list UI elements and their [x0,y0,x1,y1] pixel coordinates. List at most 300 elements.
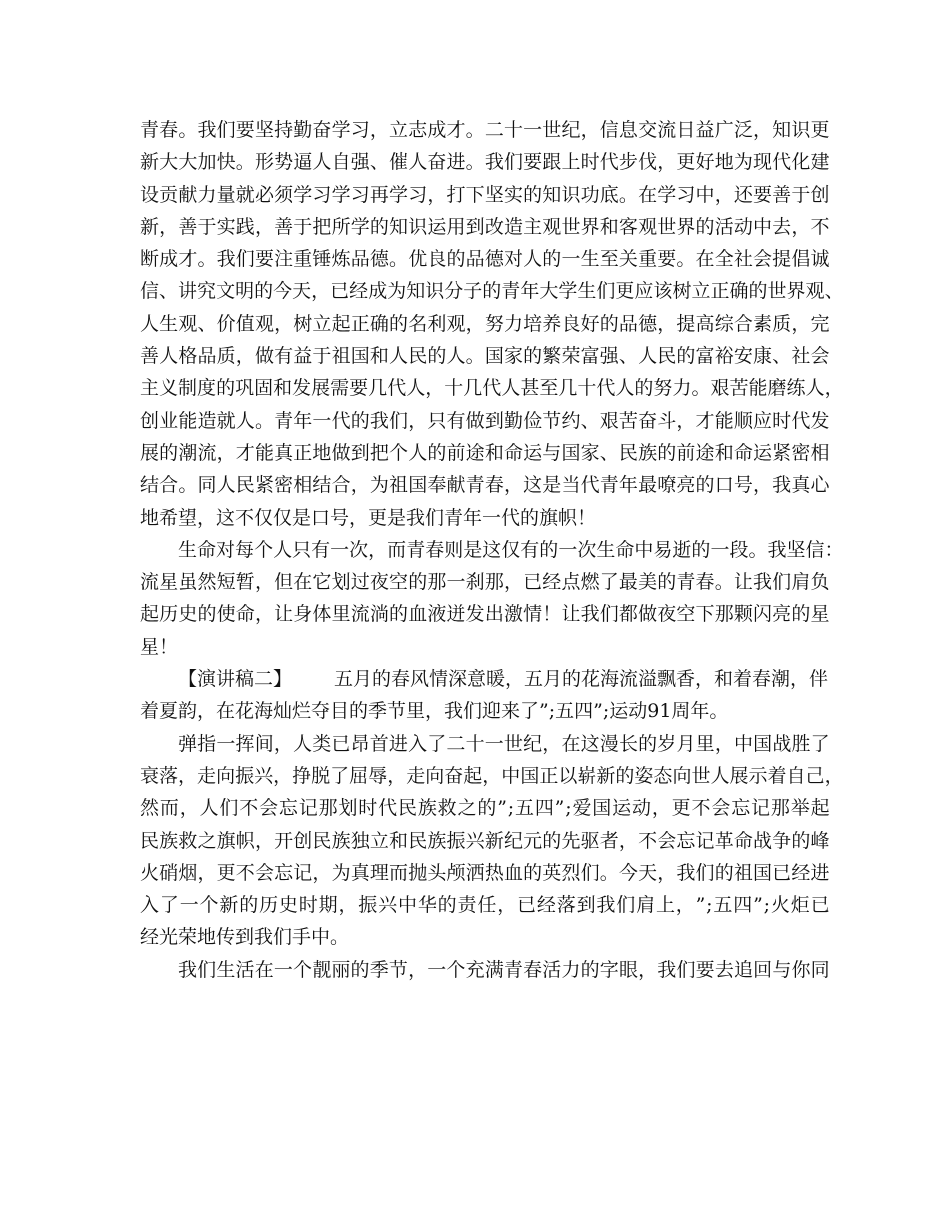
glyph: ， [497,894,517,917]
glyph: 格 [178,345,198,368]
glyph: 史 [178,603,198,626]
glyph: 真 [350,861,370,884]
glyph: 已 [772,861,792,884]
text-line [140,825,830,857]
glyph: 青 [465,474,485,497]
glyph: ， [338,894,358,917]
glyph: 短 [216,571,236,594]
glyph: 年 [618,474,638,497]
section-heading: 【演讲稿二】 [178,668,293,691]
glyph: 艰 [599,409,619,432]
glyph: ; [706,894,713,917]
text-line [140,469,830,501]
glyph: 华 [417,894,437,917]
glyph: 品 [350,248,370,271]
glyph: 倡 [791,248,811,271]
glyph: 约 [561,409,581,432]
text-line [140,275,844,307]
glyph: 学 [389,183,409,206]
glyph: 去 [714,958,734,981]
glyph: 人 [199,797,219,820]
glyph: 救 [178,829,198,852]
glyph: ， [254,829,274,852]
glyph: 起 [810,797,830,820]
glyph: 天 [638,861,658,884]
glyph: 要 [657,248,677,271]
glyph: 品 [197,345,217,368]
glyph: 们 [197,958,217,981]
glyph: 的 [691,538,711,561]
glyph: 。 [197,248,217,271]
glyph: ， [273,764,293,787]
glyph: 学 [558,280,578,303]
glyph: 能 [748,377,768,400]
glyph: 划 [331,571,351,594]
glyph: 天 [292,280,312,303]
glyph: 、 [599,441,619,464]
glyph: 里 [695,732,715,755]
glyph: 向 [672,764,692,787]
glyph: 奉 [427,474,447,497]
paragraph-start-line [140,534,844,566]
glyph: 过 [350,571,370,594]
glyph: ， [254,603,274,626]
glyph: 战 [753,829,773,852]
glyph: 至 [599,248,619,271]
glyph: 、 [772,345,792,368]
glyph: 救 [437,797,457,820]
glyph: 代 [331,409,351,432]
glyph: 回 [753,958,773,981]
glyph: 新 [140,215,160,238]
glyph: 已 [331,732,351,755]
glyph: 富 [580,345,600,368]
glyph: 而 [159,797,179,820]
glyph: 相 [810,441,830,464]
glyph: 空 [389,571,409,594]
glyph: 的 [695,474,715,497]
glyph: 炬 [790,894,810,917]
glyph: 设 [140,183,160,206]
glyph: 几 [368,377,388,400]
glyph: 暂 [235,571,255,594]
glyph: 把 [312,215,332,238]
glyph: 观 [542,215,562,238]
glyph: 磨 [767,377,787,400]
glyph: 会 [711,797,731,820]
glyph: 。 [599,861,619,884]
glyph: 到 [576,894,596,917]
glyph: 知 [406,280,426,303]
glyph: 振 [446,829,466,852]
glyph: 大 [539,280,559,303]
text-line [140,598,830,630]
glyph: 了 [599,571,619,594]
glyph: 的 [748,280,768,303]
glyph: 之 [197,829,217,852]
line-text: 着夏韵，在花海灿烂夺目的季节里，我们迎来了”;五四”;运动91周年。 [140,700,729,723]
glyph: 做 [331,441,351,464]
glyph: 纪 [503,829,523,852]
glyph: 习 [312,183,332,206]
glyph: 满 [484,958,504,981]
glyph: 节 [388,958,408,981]
glyph: 都 [618,603,638,626]
glyph: 观 [638,215,658,238]
glyph: 途 [465,441,485,464]
glyph: 善 [178,215,198,238]
glyph: 元 [523,829,543,852]
glyph: 的 [159,441,179,464]
glyph: 观 [178,312,198,335]
glyph: 那 [318,797,338,820]
glyph: 春 [695,571,715,594]
glyph: 度 [197,377,217,400]
paragraph-start-line [140,728,830,760]
glyph: 血 [408,603,428,626]
glyph: 价 [216,312,236,335]
glyph: 正 [293,441,313,464]
glyph: 努 [653,377,673,400]
glyph: 的 [523,345,543,368]
glyph: 春 [484,474,504,497]
glyph: 到 [465,215,485,238]
glyph: 的 [446,248,466,271]
glyph: 丽 [331,958,351,981]
glyph: 姿 [634,764,654,787]
glyph: 族 [427,829,447,852]
glyph: 责 [457,894,477,917]
glyph: 了 [810,732,830,755]
glyph: 中 [695,183,715,206]
glyph: 炼 [331,248,351,271]
glyph: 习 [676,183,696,206]
glyph: 。 [748,538,768,561]
glyph: 人 [140,312,160,335]
glyph: 人 [406,377,426,400]
glyph: 到 [484,409,504,432]
glyph: 到 [350,441,370,464]
glyph: 和 [714,441,734,464]
glyph: 。 [618,183,638,206]
glyph: 大 [159,151,179,174]
glyph: ， [753,119,773,141]
glyph: 息 [618,119,638,141]
glyph: 世 [657,215,677,238]
glyph: 一 [558,538,578,561]
glyph: 注 [274,248,294,271]
glyph: 亮 [676,474,696,497]
glyph: ， [408,958,428,981]
glyph: 良 [427,248,447,271]
glyph: 月 [676,732,696,755]
glyph: 用 [446,215,466,238]
text-line [140,372,844,404]
glyph: ： [824,538,844,561]
glyph: 培 [523,312,543,335]
glyph: 历 [159,603,179,626]
glyph: 功 [580,183,600,206]
glyph: 会 [254,861,274,884]
glyph: 忘 [274,861,294,884]
glyph: 一 [561,248,581,271]
glyph: 大 [178,151,198,174]
glyph: 使 [216,603,236,626]
glyph: 才 [695,409,715,432]
glyph: 们 [596,280,616,303]
glyph: 荣 [561,345,581,368]
glyph: 完 [810,312,830,335]
glyph: 要 [235,119,255,141]
glyph: 了 [159,894,179,917]
glyph: 识 [561,183,581,206]
glyph: 运 [612,797,632,820]
glyph: 了 [427,732,447,755]
glyph: 祖 [733,861,753,884]
glyph: 练 [786,377,806,400]
glyph: 民 [312,829,332,852]
glyph: 的 [539,538,559,561]
glyph: 。 [465,119,485,141]
glyph: 虽 [178,571,198,594]
glyph: 血 [503,861,523,884]
glyph: 肩 [791,571,811,594]
glyph: ; [565,797,572,820]
glyph: 屈 [349,764,369,787]
glyph: 夜 [369,571,389,594]
glyph: 青 [501,280,521,303]
glyph: 国 [753,732,773,755]
glyph: 史 [278,894,298,917]
glyph: 字 [599,958,619,981]
glyph: 在 [695,248,715,271]
glyph: 世 [503,732,523,755]
glyph: 激 [503,603,523,626]
glyph: ， [580,119,600,141]
glyph: 十 [577,377,597,400]
glyph: 人 [235,409,255,432]
glyph: 命 [615,538,635,561]
text-line [140,695,830,727]
glyph: 族 [331,829,351,852]
glyph: 长 [618,732,638,755]
glyph: 子 [463,280,483,303]
glyph: 振 [235,764,255,787]
glyph: 活 [235,958,255,981]
glyph: 繁 [542,345,562,368]
glyph: 发 [292,377,312,400]
glyph: 品 [618,312,638,335]
glyph: 诚 [810,248,830,271]
glyph: 善 [140,345,160,368]
glyph: 做 [465,409,485,432]
glyph: 代 [482,377,502,400]
glyph: 的 [408,571,428,594]
glyph: 善 [274,215,294,238]
glyph: 的 [791,603,811,626]
glyph: 提 [772,248,792,271]
glyph: 前 [446,441,466,464]
glyph: 国 [753,861,773,884]
glyph: 代 [596,377,616,400]
glyph: 要 [254,248,274,271]
glyph: 经 [542,571,562,594]
glyph: 号 [733,474,753,497]
glyph: 的 [657,441,677,464]
glyph: 的 [369,215,389,238]
glyph: 中 [634,538,654,561]
glyph: 的 [599,312,619,335]
glyph: 一 [427,958,447,981]
glyph: 前 [676,441,696,464]
glyph: ， [824,764,844,787]
glyph: ， [216,441,236,464]
glyph: 革 [714,829,734,852]
glyph: 自 [331,151,351,174]
glyph: 流 [350,603,370,626]
glyph: 提 [676,312,696,335]
glyph: 入 [140,894,160,917]
glyph: 态 [653,764,673,787]
glyph: 创 [810,183,830,206]
glyph: 情 [523,603,543,626]
text-line [140,502,830,534]
glyph: 的 [542,248,562,271]
glyph: 力 [672,377,692,400]
glyph: 学 [293,183,313,206]
glyph: 固 [254,377,274,400]
glyph: 燃 [580,571,600,594]
glyph: 再 [369,183,389,206]
glyph: 对 [503,248,523,271]
glyph: ， [657,861,677,884]
glyph: 举 [790,797,810,820]
glyph: 主 [140,377,160,400]
glyph: 逝 [672,538,692,561]
glyph: 民 [140,829,160,852]
glyph: 的 [657,571,677,594]
glyph: 更 [216,861,236,884]
glyph: ， [235,345,255,368]
glyph: 生 [596,538,616,561]
glyph: 重 [293,248,313,271]
glyph: 的 [350,958,370,981]
glyph: 人 [638,345,658,368]
glyph: 让 [733,571,753,594]
glyph: 历 [259,894,279,917]
glyph: 同 [197,474,217,497]
glyph: 兴 [254,764,274,787]
glyph: 艰 [710,377,730,400]
glyph: 实 [503,183,523,206]
glyph: 负 [810,571,830,594]
glyph: 有 [446,409,466,432]
glyph: 和 [599,215,619,238]
glyph: 和 [273,377,293,400]
glyph: 现 [753,151,773,174]
glyph: 结 [312,474,332,497]
glyph: ” [554,797,565,820]
glyph: 为 [733,151,753,174]
glyph: 充 [465,958,485,981]
glyph: 最 [618,571,638,594]
glyph: 要 [523,151,543,174]
glyph: 界 [786,280,806,303]
glyph: 观 [446,312,466,335]
glyph: 益 [293,345,313,368]
glyph: 次 [349,538,369,561]
glyph: 向 [216,764,236,787]
glyph: 们 [219,797,239,820]
glyph: 们 [216,119,236,141]
glyph: 人 [159,345,179,368]
glyph: 主 [523,215,543,238]
glyph: 我 [369,409,389,432]
glyph: 需 [330,377,350,400]
glyph: 知 [542,183,562,206]
glyph: 学 [657,183,677,206]
glyph: 和 [484,441,504,464]
glyph: 才 [446,119,466,141]
glyph: 只 [292,538,312,561]
text-line [140,179,830,211]
glyph: 代 [580,474,600,497]
glyph: 一 [446,571,466,594]
glyph: 民 [408,345,428,368]
glyph: 靓 [312,958,332,981]
glyph: 学 [331,119,351,141]
glyph: 观 [254,312,274,335]
glyph: 时 [298,894,318,917]
glyph: 五 [713,894,733,917]
glyph: 民 [618,441,638,464]
glyph: 更 [615,280,635,303]
glyph: 让 [274,603,294,626]
glyph: 界 [580,215,600,238]
glyph: 青 [406,538,426,561]
glyph: 就 [235,183,255,206]
glyph: 力 [561,958,581,981]
heading-line [140,663,830,695]
line-text: 经光荣地传到我们手中。 [140,926,350,949]
glyph: 正 [539,764,559,787]
glyph: 。 [465,151,485,174]
glyph: 颗 [733,603,753,626]
glyph: ， [311,280,331,303]
paragraph-start-line [140,954,830,986]
glyph: 帜 [235,829,255,852]
text-line [140,889,830,921]
glyph: 流 [197,441,217,464]
glyph: 中 [397,894,417,917]
glyph: 代 [791,409,811,432]
glyph: 新 [596,764,616,787]
glyph: 我 [197,119,217,141]
glyph: 的 [254,280,274,303]
glyph: 在 [254,958,274,981]
glyph: 展 [140,441,160,464]
glyph: 。 [691,377,711,400]
glyph: 巩 [235,377,255,400]
glyph: 已 [517,894,537,917]
glyph: 造 [197,409,217,432]
glyph: 峰 [810,829,830,852]
glyph: 经 [536,894,556,917]
glyph: 要 [349,377,369,400]
glyph: 苦 [618,409,638,432]
glyph: 要 [753,183,773,206]
glyph: ; [507,797,515,820]
